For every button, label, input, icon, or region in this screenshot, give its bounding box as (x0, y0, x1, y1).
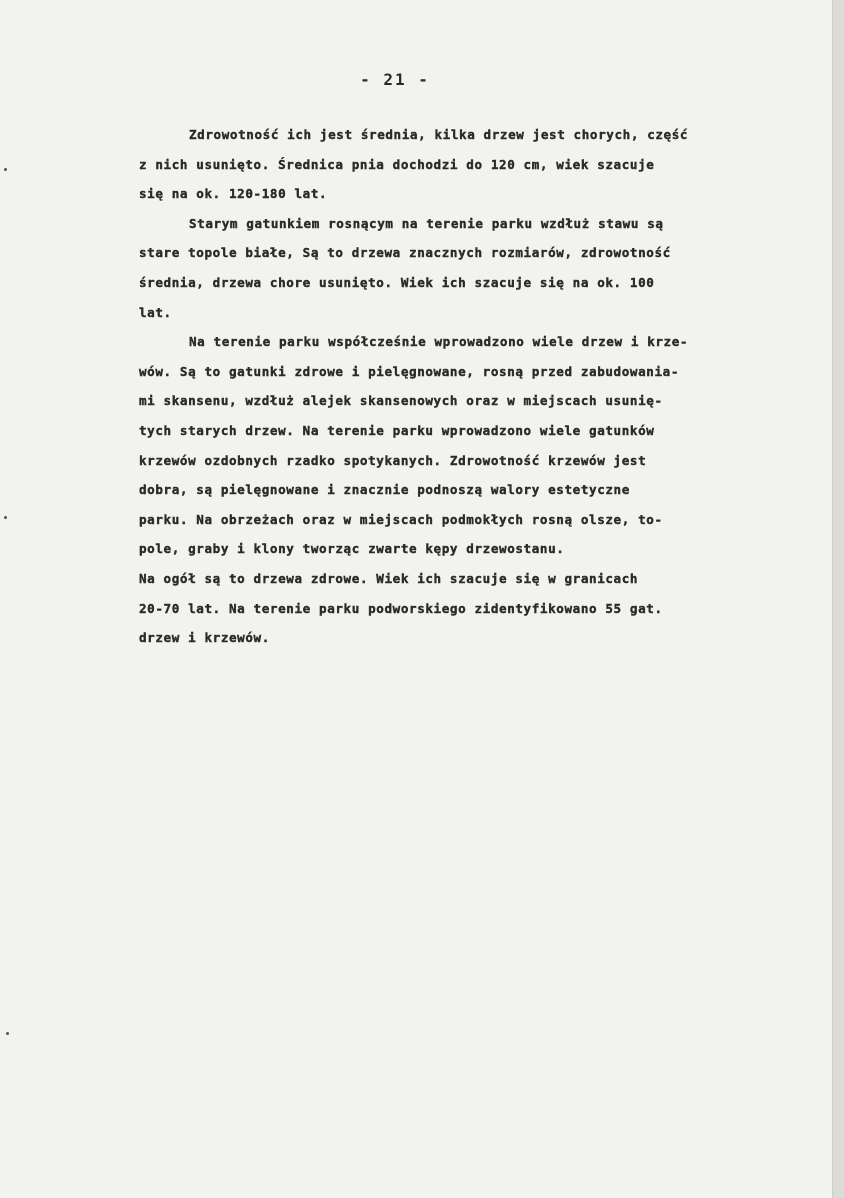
text-line: średnia, drzewa chore usunięto. Wiek ich szacuje się na ok. 100 (139, 274, 655, 290)
text-line: Na ogół są to drzewa zdrowe. Wiek ich szacuje się w granicach (139, 570, 639, 586)
text-line: drzew i krzewów. (139, 630, 270, 646)
scan-speck (6, 1032, 9, 1035)
text-line: tych starych drzew. Na terenie parku wprowadzono wiele gatunków (139, 422, 655, 438)
page-edge-shadow (832, 0, 844, 1198)
text-line: Zdrowotność ich jest średnia, kilka drzew jest chorych, część (189, 127, 689, 142)
text-line: stare topole białe, Są to drzewa znacznych rozmiarów, zdrowotność (139, 245, 671, 261)
text-line: Starym gatunkiem rosnącym na terenie parku wzdłuż stawu są (189, 215, 664, 231)
text-line: się na ok. 120-180 lat. (139, 186, 328, 202)
text-line: lat. (139, 304, 172, 320)
text-line: z nich usunięto. Średnica pnia dochodzi do 120 cm, wiek szacuje (139, 156, 655, 172)
scan-speck (4, 516, 7, 519)
body-text (139, 120, 819, 653)
page-number: - 21 - (360, 70, 430, 89)
text-line: dobra, są pielęgnowane i znacznie podnoszą walory estetyczne (139, 482, 630, 498)
text-line: 20-70 lat. Na terenie parku podworskiego zidentyfikowano 55 gat. (139, 600, 663, 616)
text-line: parku. Na obrzeżach oraz w miejscach podmokłych rosną olsze, to- (139, 511, 663, 527)
text-line: pole, graby i klony tworząc zwarte kępy drzewostanu. (139, 541, 565, 557)
text-line: krzewów ozdobnych rzadko spotykanych. Zdrowotność krzewów jest (139, 452, 647, 468)
text-line: mi skansenu, wzdłuż alejek skansenowych oraz w miejscach usunię- (139, 393, 663, 409)
scan-speck (4, 168, 7, 171)
text-line: Na terenie parku współcześnie wprowadzono wiele drzew i krze- (189, 334, 689, 350)
text-line: wów. Są to gatunki zdrowe i pielęgnowane, rosną przed zabudowania- (139, 363, 680, 379)
